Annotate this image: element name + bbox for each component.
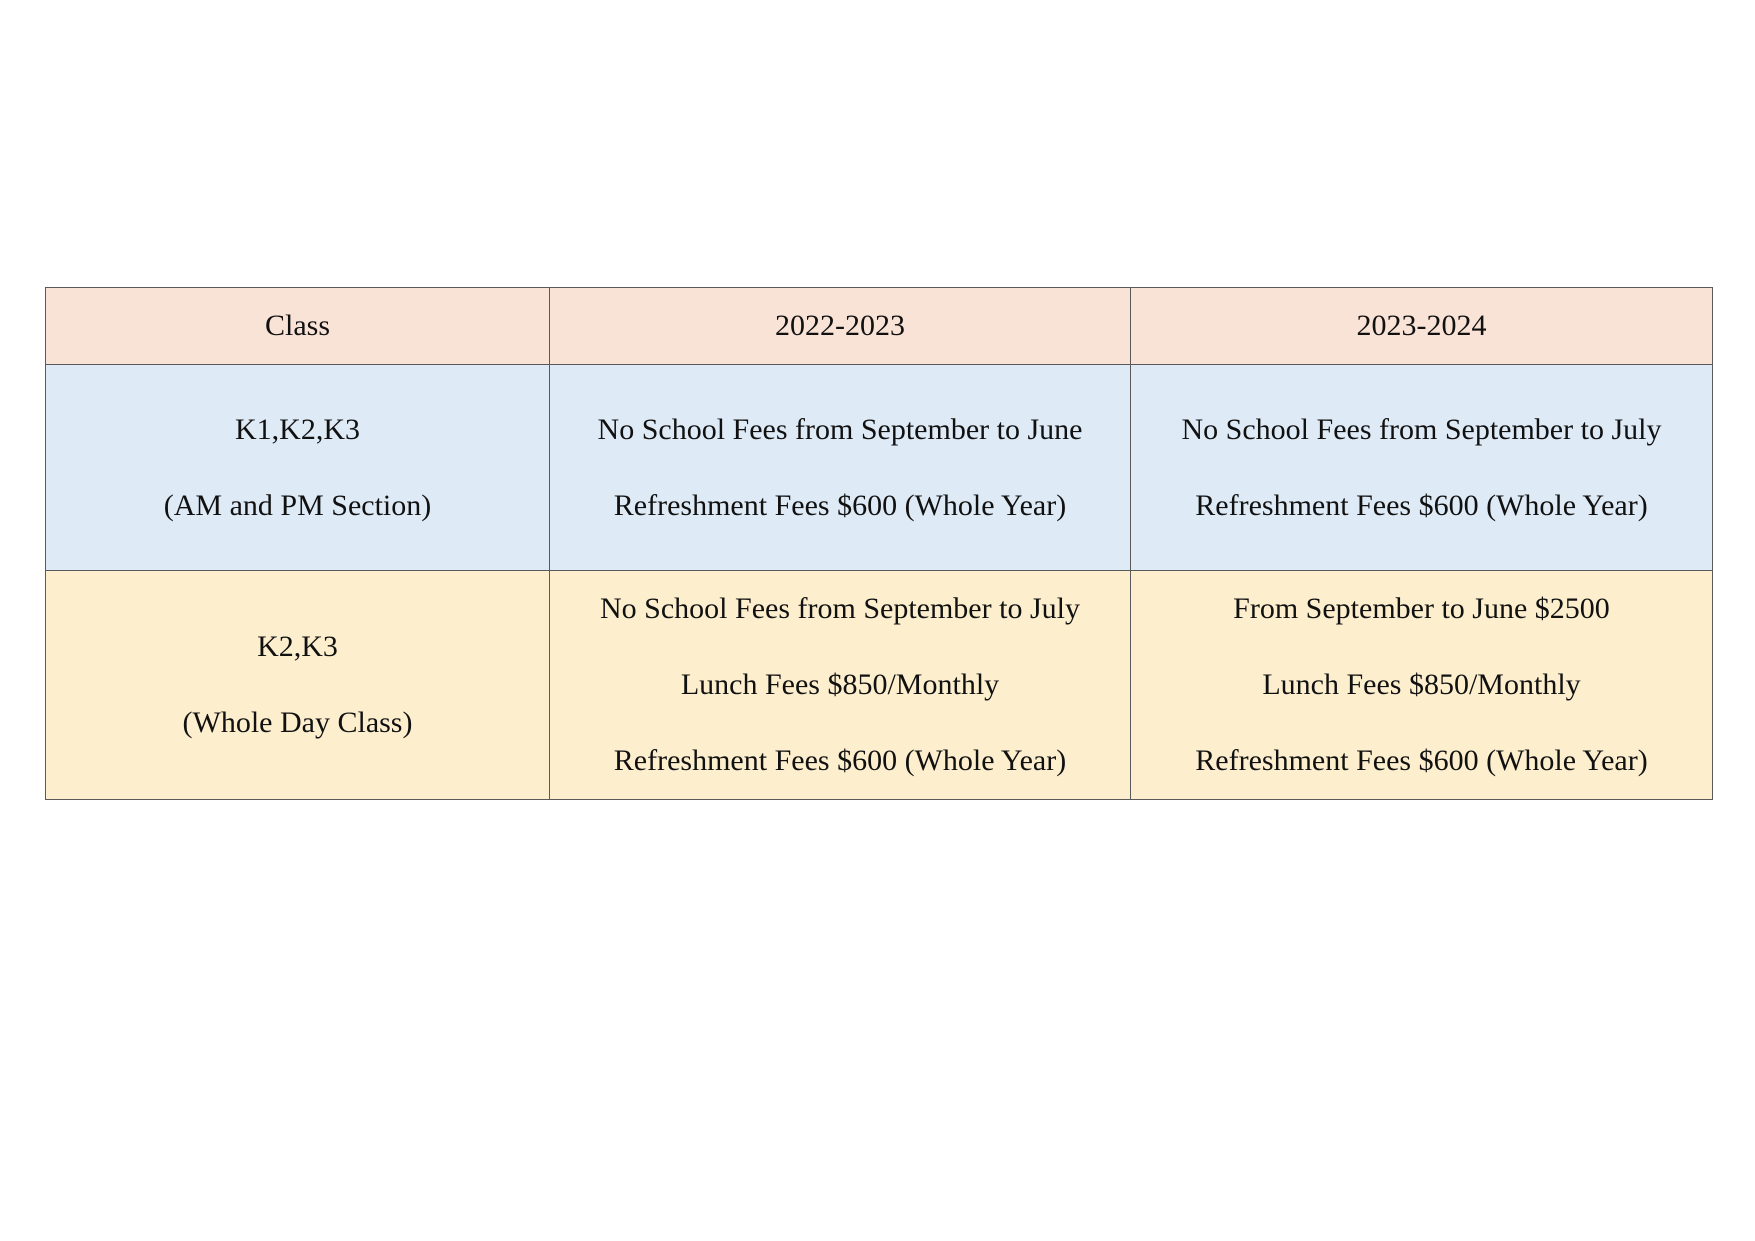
header-year-2022-2023: [550, 288, 1131, 365]
class-name: K1,K2,K3: [235, 412, 360, 446]
fee-line: Refreshment Fees $600 (Whole Year): [1195, 744, 1648, 777]
fee-line: Lunch Fees $850/Monthly: [1262, 668, 1581, 701]
table-row-whole-day: [46, 571, 1713, 800]
fee-line: Refreshment Fees $600 (Whole Year): [613, 744, 1067, 777]
fee-line: No School Fees from September to July: [600, 592, 1080, 625]
fee-line: Refreshment Fees $600 (Whole Year): [613, 488, 1067, 522]
fee-line: No School Fees from September to July: [1181, 412, 1662, 446]
fee-line: From September to June $2500: [1233, 592, 1610, 625]
fee-line: No School Fees from September to June: [597, 412, 1083, 446]
class-cell-whole-day: [46, 571, 550, 800]
class-cell-half-day: [46, 365, 550, 571]
fee-line: Refreshment Fees $600 (Whole Year): [1195, 488, 1648, 522]
header-row: [46, 288, 1713, 365]
fees-cell-whole-day-2022-2023: [550, 571, 1131, 800]
table-row-half-day: [46, 365, 1713, 571]
header-class: [46, 288, 550, 365]
class-section: (Whole Day Class): [182, 706, 413, 739]
header-class-label: Class: [264, 309, 330, 342]
fee-table: [45, 287, 1713, 800]
header-year-2-label: 2023-2024: [1356, 309, 1487, 342]
class-section: (AM and PM Section): [163, 488, 432, 522]
fees-cell-half-day-2022-2023: [550, 365, 1131, 571]
fees-cell-whole-day-2023-2024: [1131, 571, 1713, 800]
header-year-1-label: 2022-2023: [775, 309, 905, 342]
header-year-2023-2024: [1131, 288, 1713, 365]
fees-cell-half-day-2023-2024: [1131, 365, 1713, 571]
fee-line: Lunch Fees $850/Monthly: [680, 668, 1000, 701]
class-name: K2,K3: [257, 630, 338, 663]
